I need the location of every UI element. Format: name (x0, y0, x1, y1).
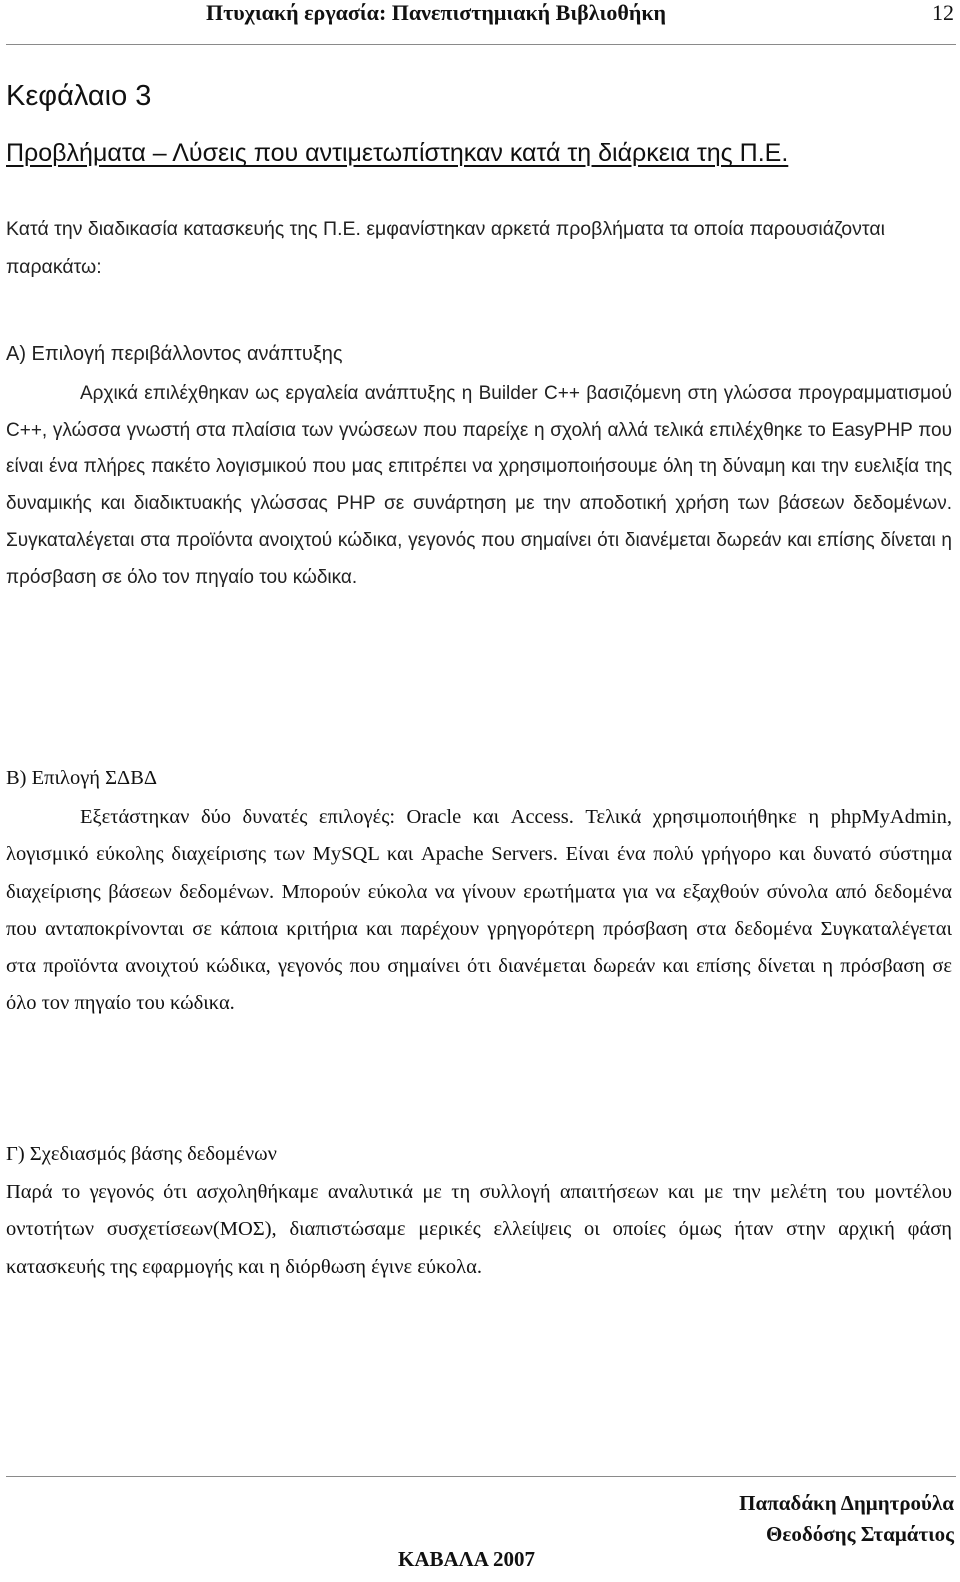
page-number: 12 (932, 0, 954, 25)
subsection-heading-c: Γ) Σχεδιασμός βάσης δεδομένων (6, 1143, 277, 1165)
paragraph-b: Εξετάστηκαν δύο δυνατές επιλογές: Oracle και Access. Τελικά χρησιμοποιήθηκε η phpMyAdmin, λογισμικό εύκολης διαχείρισης των MySQL και Apache Servers. Είναι ένα πολύ γρήγορο και δυνατό σύστημα διαχείρισης βάσεων δεδομένων. Μπορούν εύκολα να γίνουν ερωτήματα για να εξαχθούν σύνολα από δεδομένα που ανταποκρίνονται σε κάποια κριτήρια και παρέχουν γρηγορότερη πρόσβαση στα δεδομένα Συγκαταλέγεται στα προϊόντα ανοιχτού κώδικα, γεγονός που σημαίνει ότι διανέμεται δωρεάν και επίσης δίνεται η πρόσβαση σε όλο τον πηγαίο του κώδικα. (6, 806, 952, 1015)
author-name-2: Θεοδόσης Σταμάτιος (766, 1522, 954, 1546)
footer-city-year: ΚΑΒΑΛΑ 2007 (398, 1547, 535, 1571)
header-title: Πτυχιακή εργασία: Πανεπιστημιακή Βιβλιοθήκη (206, 0, 667, 25)
intro-paragraph: Κατά την διαδικασία κατασκευής της Π.Ε. εμφανίστηκαν αρκετά προβλήματα τα οποία παρουσιάζονται παρακάτω: (6, 218, 885, 278)
page-header (6, 0, 956, 45)
subsection-body-a (6, 376, 952, 596)
paragraph-a: Αρχικά επιλέχθηκαν ως εργαλεία ανάπτυξης η Builder C++ βασιζόμενη στη γλώσσα προγραμματισμού C++, γλώσσα γνωστή στα πλαίσια των γνώσεων που παρείχε η σχολή αλλά τελικά επιλέχθηκε το EasyPHP που είναι ένα πλήρες πακέτο λογισμικού που μας επιτρέπει να χρησιμοποιήσουμε όλη τη δύναμη και την ευελιξία της δυναμικής και διαδικτυακής γλώσσας PHP σε συνάρτηση με την αποδοτική χρήση των βάσεων δεδομένων. Συγκαταλέγεται στα προϊόντα ανοιχτού κώδικα, γεγονός που σημαίνει ότι διανέμεται δωρεάν και επίσης δίνεται η πρόσβαση σε όλο τον πηγαίο του κώδικα. (6, 383, 952, 588)
footer-divider (6, 1476, 956, 1477)
subsection-heading-b: Β) Επιλογή ΣΔΒΔ (6, 767, 158, 789)
subsection-body-c (6, 1174, 952, 1286)
paragraph-c: Παρά το γεγονός ότι ασχοληθήκαμε αναλυτικά με τη συλλογή απαιτήσεων και με την μελέτη του μοντέλου οντοτήτων συσχετίσεων(ΜΟΣ), διαπιστώσαμε μερικές ελλείψεις οι οποίες όμως ήταν στην αρχική φάση κατασκευής της εφαρμογής και η διόρθωση έγινε εύκολα. (6, 1181, 952, 1278)
subsection-body-b (6, 799, 952, 1023)
section-title: Προβλήματα – Λύσεις που αντιμετωπίστηκαν κατά τη διάρκεια της Π.Ε. (6, 139, 789, 167)
subsection-heading-a: Α) Επιλογή περιβάλλοντος ανάπτυξης (6, 343, 343, 365)
chapter-heading: Κεφάλαιο 3 (6, 80, 152, 112)
author-name-1: Παπαδάκη Δημητρούλα (739, 1491, 954, 1515)
